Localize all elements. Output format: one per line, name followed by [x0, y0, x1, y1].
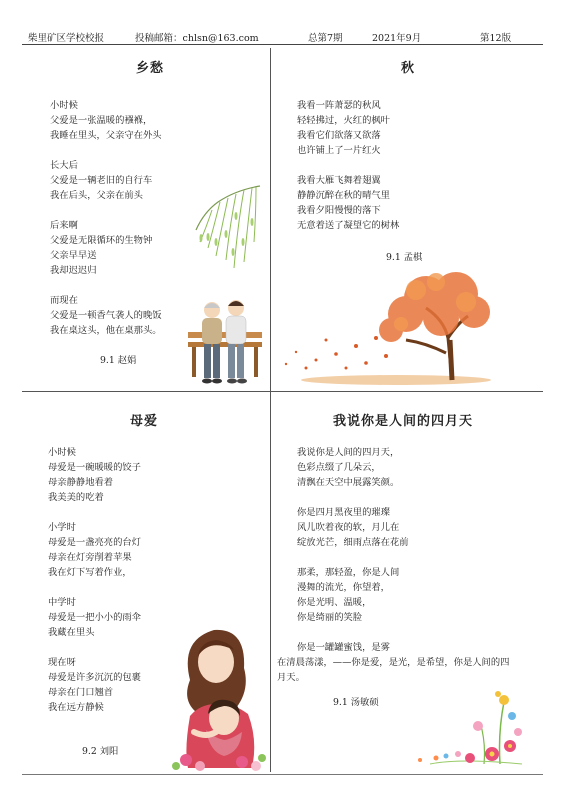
- poem-line: 母亲在灯旁削着苹果: [48, 552, 132, 563]
- horizontal-divider: [22, 391, 543, 392]
- poem-line: 绽放光芒，细雨点落在花前: [297, 537, 409, 548]
- stanza: [297, 173, 537, 233]
- mother-child-illustration: [170, 620, 266, 772]
- poem-author-april: 9.1 汤敏硕: [333, 697, 379, 708]
- masthead: [22, 30, 543, 45]
- poem-line: 你是一罐罐蜜饯，是雾: [297, 642, 390, 653]
- poem-line: 漫舞的流光，你望着，: [297, 582, 390, 593]
- poem-line: 现在呀: [48, 657, 76, 668]
- poem-line: 我睡在里头，父亲守在外头: [50, 130, 162, 141]
- stanza: [48, 445, 258, 505]
- poem-line: 在清晨荡漾，——你是爱，是光，是希望，你是人间的四月天。: [277, 657, 510, 683]
- poem-line: 我看它们欲落又欲落: [297, 130, 381, 141]
- poem-line: 而现在: [50, 295, 78, 306]
- poem-line: 父爱是一张温暖的襁褓，: [50, 115, 153, 126]
- submission-email: 投稿邮箱：chlsn@163.com: [135, 33, 259, 44]
- stanza: [297, 565, 512, 625]
- poem-title-mother: 母爱: [130, 414, 159, 429]
- issue-number: 总第7期: [308, 33, 343, 44]
- poem-line: 无意着送了凝望它的树林: [297, 220, 400, 231]
- school-name: 柴里矿区学校校报: [28, 33, 105, 44]
- poem-line: 小学时: [48, 522, 76, 533]
- poem-author-nostalgia: 9.1 赵娟: [100, 355, 137, 366]
- poem-line: 母亲在门口翘首: [48, 687, 114, 698]
- poem-line: 我看一阵萧瑟的秋风: [297, 100, 381, 111]
- poem-line: 小时候: [48, 447, 76, 458]
- poem-line: 我看大雁飞舞着翅翼: [297, 175, 381, 186]
- father-son-bench-illustration: [186, 296, 264, 390]
- stanza: [297, 98, 537, 158]
- bottom-rule: [22, 774, 543, 775]
- poem-line: 我在灯下写着作业，: [48, 567, 132, 578]
- poem-body-april: [277, 445, 512, 700]
- poem-line: 我美美的吃着: [48, 492, 104, 503]
- poem-line: 风儿吹着夜的软，月儿在: [297, 522, 400, 533]
- poem-line: 父爱是无限循环的生物钟: [50, 235, 153, 246]
- poem-line: 清飘在天空中展露笑颜。: [297, 477, 400, 488]
- willow-branch-illustration: [186, 182, 264, 274]
- stanza: [297, 505, 512, 550]
- issue-date: 2021年9月: [372, 33, 422, 44]
- page-number: 第12版: [480, 33, 512, 44]
- poem-line: 父爱是一辆老旧的自行车: [50, 175, 153, 186]
- poem-author-autumn: 9.1 孟棋: [386, 252, 423, 263]
- poem-line: 我说你是人间的四月天，: [297, 447, 400, 458]
- vertical-divider: [270, 48, 271, 772]
- poem-line: 我在桌这头，他在桌那头。: [50, 325, 162, 336]
- poem-title-april: 我说你是人间的四月天: [333, 414, 474, 429]
- poem-author-mother: 9.2 刘阳: [82, 746, 119, 757]
- stanza: [48, 520, 258, 580]
- poem-line: 你是光明、温暖，: [297, 597, 372, 608]
- poem-line: 轻轻拂过，火红的枫叶: [297, 115, 390, 126]
- flowers-illustration: [400, 672, 526, 772]
- poem-line: 父爱是一顿香气袭人的晚饭: [50, 310, 162, 321]
- poem-line: 那柔，那轻盈，你是人间: [297, 567, 400, 578]
- poem-line: 中学时: [48, 597, 76, 608]
- poem-line: 母爱是许多沉沉的包裹: [48, 672, 141, 683]
- poem-body-autumn: [297, 98, 537, 248]
- poem-line: 静静沉醉在秋的晴气里: [297, 190, 390, 201]
- poem-line: 母爱是一盏亮亮的台灯: [48, 537, 141, 548]
- poem-line: 长大后: [50, 160, 78, 171]
- poem-line: 我在远方静候: [48, 702, 104, 713]
- poem-title-autumn: 秋: [401, 61, 416, 76]
- stanza: [297, 445, 512, 490]
- poem-line: 母爱是一把小小的雨伞: [48, 612, 141, 623]
- poem-title-nostalgia: 乡愁: [136, 61, 165, 76]
- poem-line: 我看夕阳慢慢的落下: [297, 205, 381, 216]
- poem-line: 父亲早早送: [50, 250, 97, 261]
- poem-line: 我却迟迟归: [50, 265, 97, 276]
- poem-line: 母亲静静地看着: [48, 477, 114, 488]
- autumn-tree-illustration: [276, 268, 498, 388]
- poem-line: 后来啊: [50, 220, 78, 231]
- poem-line: 你是绮丽的笑脸: [297, 612, 363, 623]
- poem-line: 我在后头，父亲在前头: [50, 190, 143, 201]
- poem-line: 你是四月黑夜里的璀璨: [297, 507, 390, 518]
- poem-line: 我藏在里头: [48, 627, 95, 638]
- stanza: [50, 98, 260, 143]
- poem-line: 母爱是一碗暖暖的饺子: [48, 462, 141, 473]
- poem-line: 小时候: [50, 100, 78, 111]
- poem-line: 色彩点缀了几朵云，: [297, 462, 381, 473]
- poem-line: 也许铺上了一片红火: [297, 145, 381, 156]
